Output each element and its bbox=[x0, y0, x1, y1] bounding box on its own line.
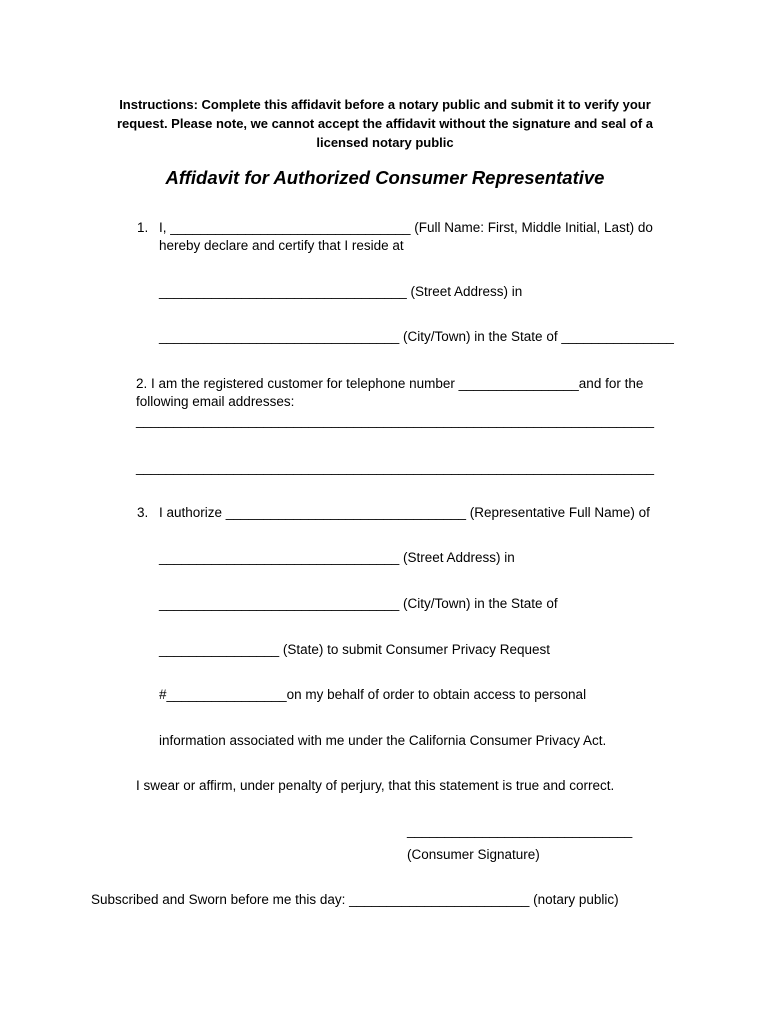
notary-line: Subscribed and Sworn before me this day: ________________________ (notary public) bbox=[91, 892, 619, 907]
section-1-number: 1. bbox=[137, 220, 149, 235]
section-3-number: 3. bbox=[137, 505, 149, 520]
document-title: Affidavit for Authorized Consumer Representative bbox=[165, 167, 605, 188]
ccpa-line: information associated with me under the California Consumer Privacy Act. bbox=[159, 733, 607, 748]
rep-city-state-line: ________________________________ (City/Town) in the State of bbox=[159, 596, 558, 611]
city-state-line: ________________________________ (City/Town) in the State of _______________ bbox=[159, 329, 674, 344]
declare-line: hereby declare and certify that I reside at bbox=[159, 238, 404, 253]
full-name-line: I, ________________________________ (Full Name: First, Middle Initial, Last) do bbox=[159, 220, 653, 235]
representative-name-line: I authorize ________________________________ (Representative Full Name) of bbox=[159, 505, 650, 520]
signature-line: ______________________________ bbox=[407, 823, 633, 838]
rep-street-address-line: ________________________________ (Street Address) in bbox=[159, 550, 515, 565]
rep-state-line: ________________ (State) to submit Consumer Privacy Request bbox=[159, 642, 550, 657]
instructions-text: Instructions: Complete this affidavit before a notary public and submit it to verify your request. Please note, we cannot accept the affidavit without the signature and seal of a licensed notary public bbox=[116, 97, 653, 150]
request-number-line: #________________on my behalf of order to obtain access to personal bbox=[159, 687, 587, 702]
telephone-line: 2. I am the registered customer for telephone number ________________and for the bbox=[136, 376, 644, 391]
email-label: following email addresses: bbox=[136, 394, 295, 409]
street-address-line: _________________________________ (Street Address) in bbox=[159, 284, 523, 299]
email-blank-2: _____________________________________________________________________ bbox=[136, 460, 655, 475]
email-blank-1: _____________________________________________________________________ bbox=[136, 413, 655, 428]
signature-label: (Consumer Signature) bbox=[407, 847, 540, 862]
swear-statement: I swear or affirm, under penalty of perjury, that this statement is true and correct. bbox=[136, 778, 615, 793]
